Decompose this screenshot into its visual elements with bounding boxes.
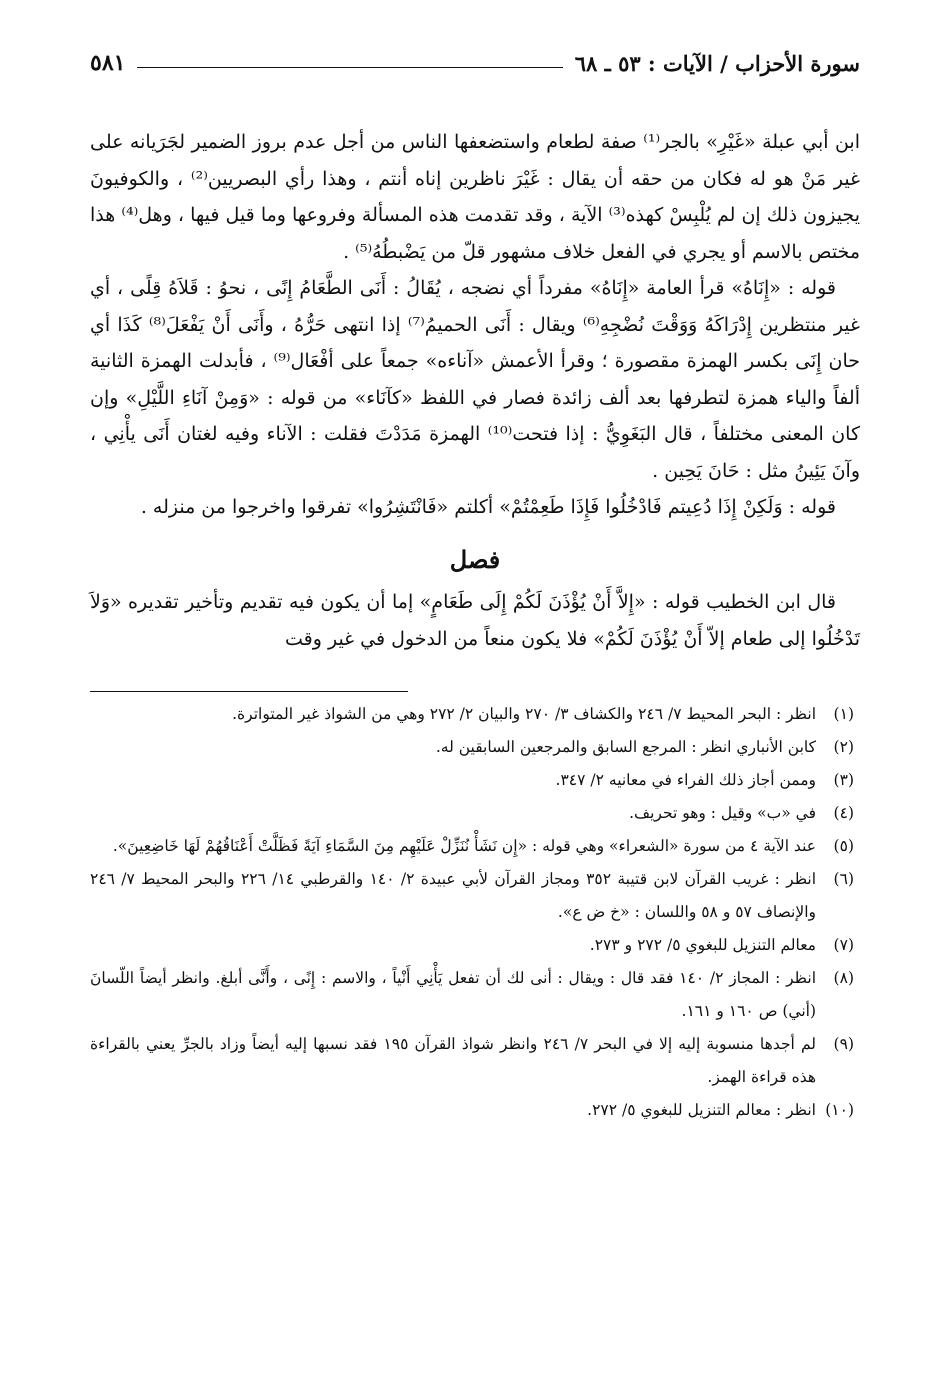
section-heading: فصل (449, 544, 501, 574)
footnote-number: (٦) (833, 870, 854, 888)
footnote-number: (٧) (833, 936, 854, 954)
footnote-item (90, 830, 854, 863)
footnote-item (90, 797, 854, 830)
footnote-item (90, 764, 854, 797)
footnote-item (90, 962, 854, 1028)
paragraph-2: قوله : «إِنَاهُ» قرأ العامة «إِنَاهُ» مفرداً أي نضجه ، يُقَالُ : أَنَى الطَّعَامُ إِنًى ، نحوُ : قَلاَهُ قِلًى ، أي غير منتظرين إِدْرَاكَهُ وَوَقْتَ نُضْجِهِ⁽⁶⁾ ويقال : أَنَى الحميمُ⁽⁷⁾ إذا انتهى حَرُّهُ ، وأَنَى أَنْ يَفْعَلَ⁽⁸⁾ كَذَا أي حان إِنَى بكسر الهمزة مقصورة ؛ وقرأ الأعمش «آناءه» جمعاً على أفْعَال⁽⁹⁾ ، فأبدلت الهمزة الثانية ألفاً والياء همزة لتطرفها بعد ألف زائدة فصار في اللفظ «كآنَاء» من قوله : «وَمِنْ آنَاءِ اللَّيْلِ» وإن كان المعنى مختلفاً ، قال البَغَوِيُّ : إذا فتحت⁽¹⁰⁾ الهمزة مَدَدْتَ فقلت : الآناء وفيه لغتان أَنَى يأْنِي ، وآنَ يَئِينُ مثل : حَانَ يَحِين . (90, 277, 861, 482)
footnote-text: لم أجدها منسوبة إليه إلا في البحر ٧/ ٢٤٦ وانظر شواذ القرآن ١٩٥ فقد نسبها إليه أيضاً وزاد بالجرِّ يعني بالقراءة هذه قراءة الهمز. (90, 1035, 816, 1086)
footnote-text: معالم التنزيل للبغوي ٥/ ٢٧٢ و ٢٧٣. (589, 936, 816, 954)
footnote-item (90, 1094, 854, 1127)
footnote-number: (٩) (833, 1035, 854, 1053)
footnote-item (90, 698, 854, 731)
footnote-number: (٤) (833, 804, 854, 822)
footnote-number: (٢) (833, 738, 854, 756)
footnote-text: في «ب» وقيل : وهو تحريف. (629, 804, 816, 822)
book-page (90, 38, 860, 1127)
footnote-text: انظر : معالم التنزيل للبغوي ٥/ ٢٧٢. (587, 1101, 816, 1119)
footnotes (90, 698, 854, 1127)
footnote-text: انظر : المجاز ٢/ ١٤٠ فقد قال : ويقال : أنى لك أن تفعل يَأْنِي أَنْياً ، والاسم : إِنًى ، وأَنَّى أبلغ. وانظر أيضاً اللّسانَ (أني) ص ١٦٠ و ١٦١. (90, 969, 817, 1020)
footnote-text: عند الآية ٤ من سورة «الشعراء» وهي قوله : «إِن نَشَأْ نُنَزِّلْ عَلَيْهِم مِنَ السَّمَاءِ آيَةً فَظَلَّتْ أَعْنَاقُهُمْ لَهَا خَاضِعِينَ». (112, 837, 816, 855)
running-header (90, 38, 860, 76)
footnote-number: (٣) (833, 771, 854, 789)
chapter-title: سورة الأحزاب / الآيات : ٥٣ ـ ٦٨ (574, 51, 860, 76)
paragraph-3: قوله : وَلَكِنْ إِذَا دُعِيتم فَادْخُلُوا فَإِذَا طَعِمْتُمْ» أكلتم «فَانْتَشِرُوا» تفرقوا واخرجوا من منزله . (140, 496, 836, 518)
footnote-item (90, 929, 854, 962)
footnote-item (90, 731, 854, 764)
footnote-text: انظر : غريب القرآن لابن قتيبة ٣٥٢ ومجاز القرآن لأبي عبيدة ٢/ ١٤٠ والقرطبي ١٤/ ٢٢٦ والبحر المحيط ٧/ ٢٤٦ والإنصاف ٥٧ و ٥٨ واللسان : «خ ض ع». (90, 870, 817, 921)
footnote-number: (١٠) (825, 1101, 854, 1119)
footnote-text: كابن الأنباري انظر : المرجع السابق والمرجعين السابقين له. (435, 738, 816, 756)
footnote-rule (90, 691, 408, 692)
header-rule (137, 67, 562, 68)
footnote-item (90, 1028, 854, 1094)
section-paragraph: قال ابن الخطيب قوله : «إِلاَّ أَنْ يُؤْذَنَ لَكُمْ إِلَى طَعَامٍ» إما أن يكون فيه تقديم وتأخير تقديره «وَلاَ تَدْخُلُوا إلى طعام إلاّ أَنْ يُؤْذَنَ لَكُمْ» فلا يكون منعاً من الدخول في غير وقت (90, 591, 860, 650)
footnote-item (90, 863, 854, 929)
footnote-text: انظر : البحر المحيط ٧/ ٢٤٦ والكشاف ٣/ ٢٧٠ والبيان ٢/ ٢٧٢ وهي من الشواذ غير المتواترة. (232, 705, 816, 723)
page-number: ٥٨١ (90, 50, 126, 76)
main-text (90, 124, 860, 657)
paragraph-1: ابن أبي عبلة «غَيْرِ» بالجر⁽¹⁾ صفة لطعام واستضعفها الناس من أجل عدم بروز الضمير لجَرَيانه على غير مَنْ هو له فكان من حقه أن يقال : غَيْرَ ناظرين إناه أنتم ، وهذا رأي البصريين⁽²⁾ ، والكوفيونَ يجيزون ذلك إن لم يُلْبِسْ كهذه⁽³⁾ الآية ، وقد تقدمت هذه المسألة وفروعها وما قيل فيها ، وهل⁽⁴⁾ هذا مختص بالاسم أو يجري في الفعل خلاف مشهور قلّ من يَضْبطُهُ⁽⁵⁾ . (90, 131, 860, 263)
footnote-number: (١) (833, 705, 854, 723)
footnote-text: وممن أجاز ذلك الفراء في معانيه ٢/ ٣٤٧. (555, 771, 816, 789)
footnote-number: (٨) (833, 969, 854, 987)
footnote-number: (٥) (833, 837, 854, 855)
